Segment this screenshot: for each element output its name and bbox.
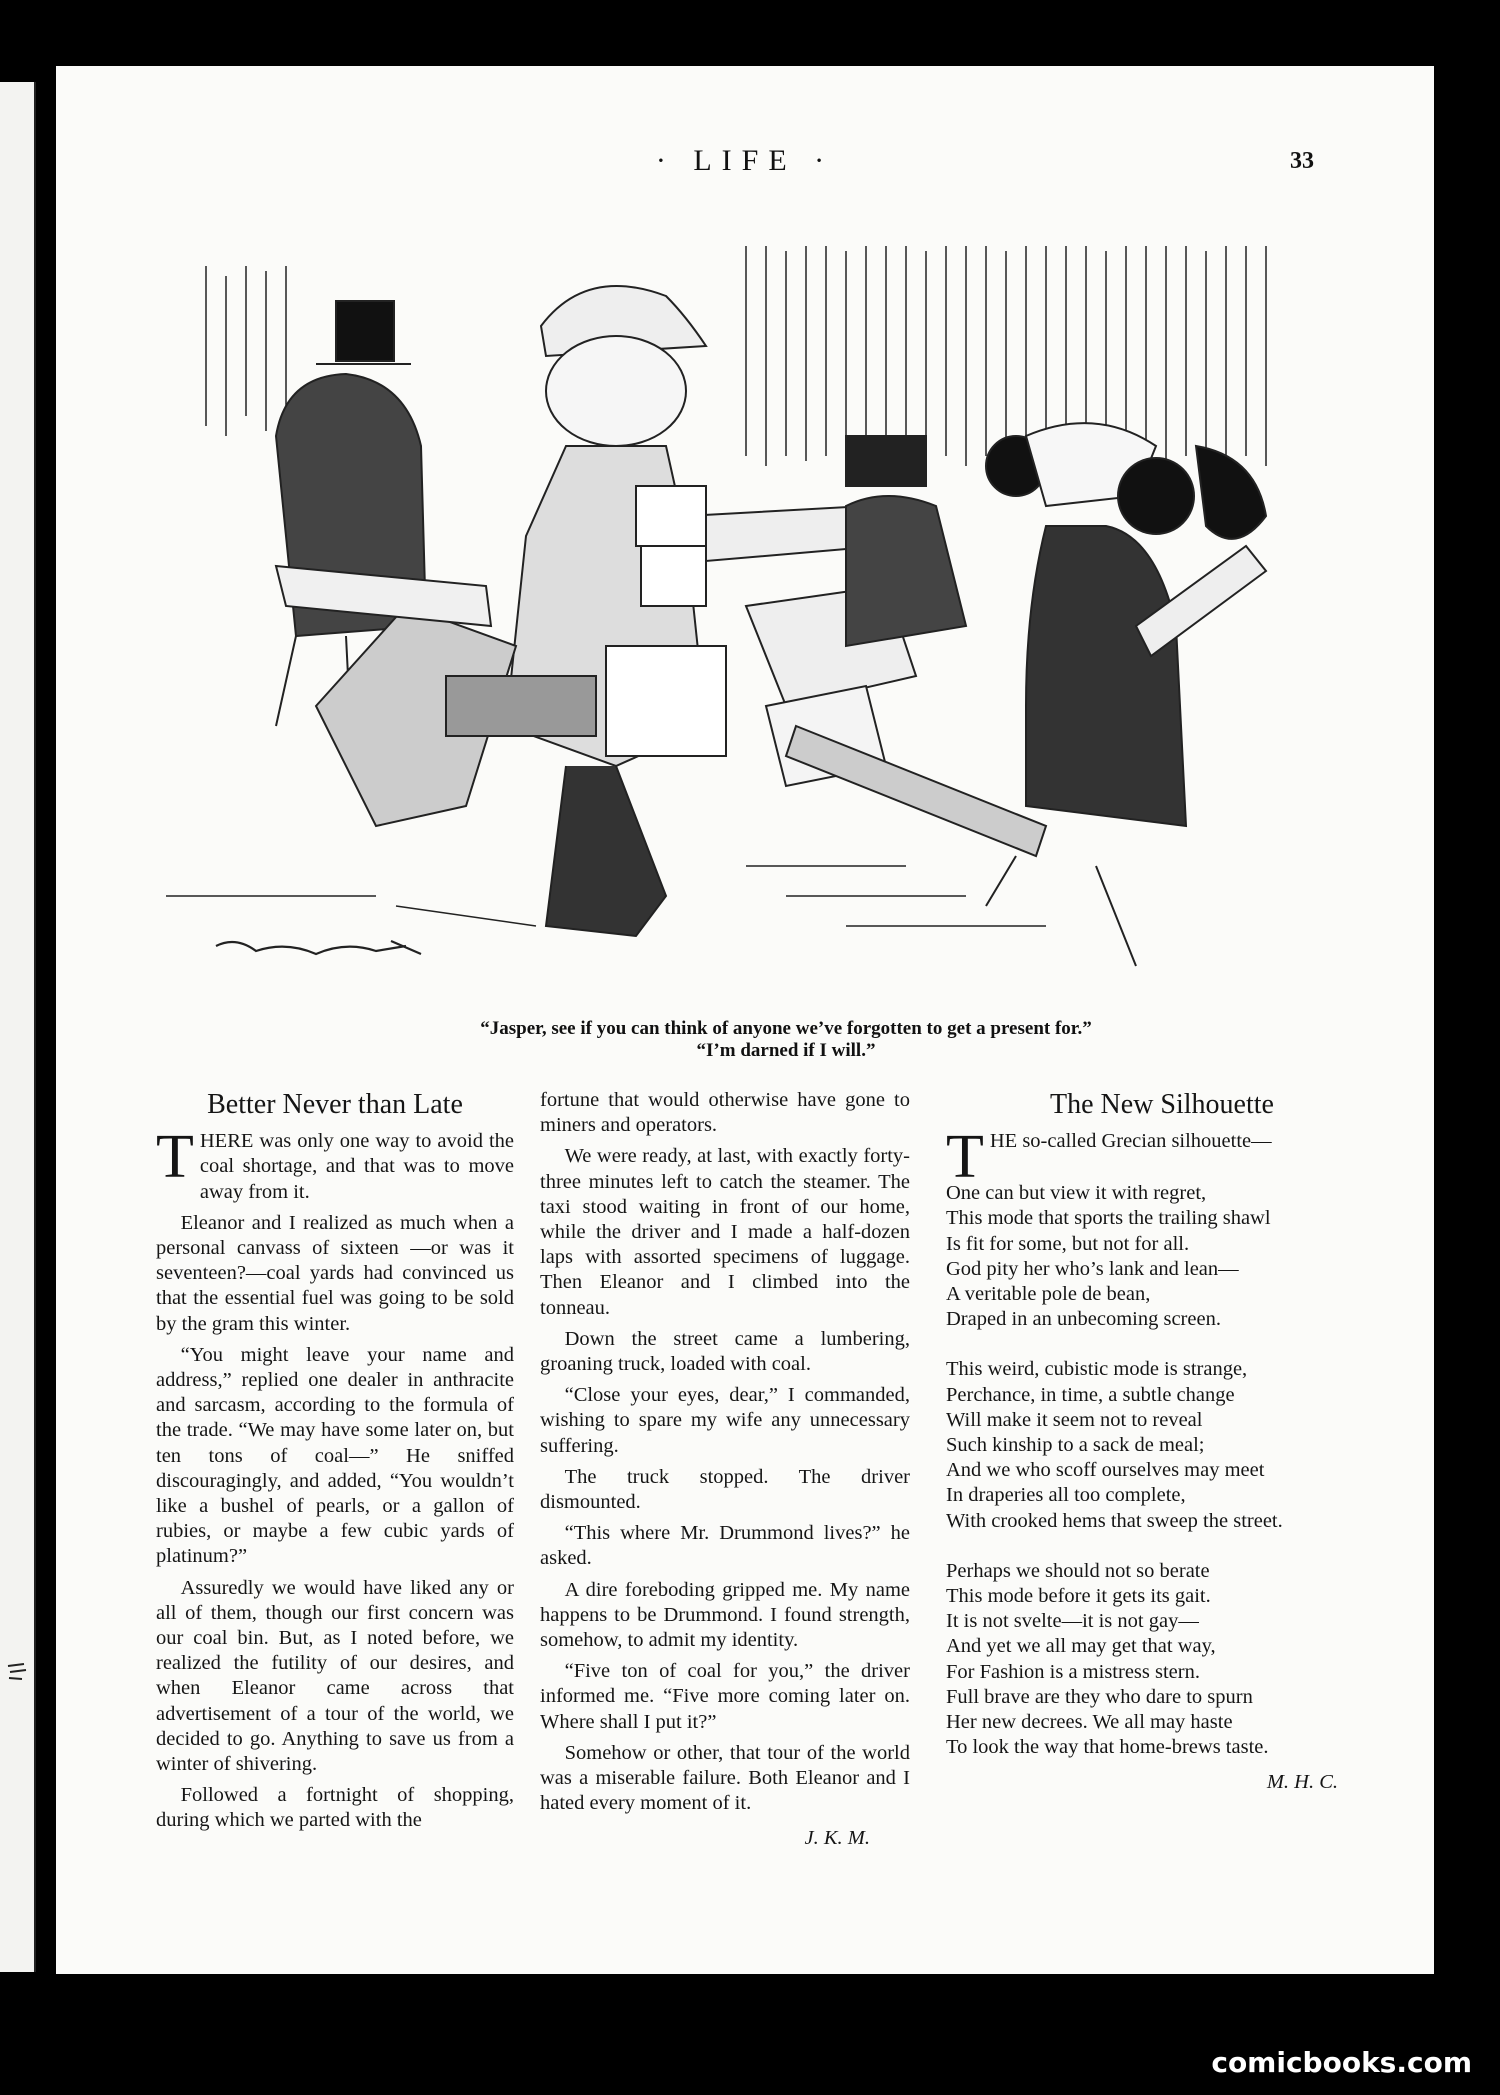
poem-line: God pity her who’s lank and lean—: [946, 1257, 1239, 1280]
article-column-1: [156, 1088, 514, 1840]
poem-line: This mode before it gets its gait.: [946, 1585, 1211, 1608]
article-paragraph: fortune that would otherwise have gone to miners and operators.: [540, 1089, 910, 1137]
chauffeur-figure: [846, 436, 966, 646]
poem-line: In draperies all too complete,: [946, 1484, 1186, 1507]
caption-line-1: “Jasper, see if you can think of anyone we’ve forgotten to get a present for.”: [480, 1018, 1092, 1039]
article-paragraph: Assuredly we would have liked any or all of them, though our first concern was our coal bin. But, as I noted before, we realized the futility of our desires, and when Eleanor came across that advertisement of a tour of the world, we decided to go. Anything to save us from a winter of shivering.: [156, 1576, 514, 1776]
poem-line: This mode that sports the trailing shawl: [946, 1207, 1271, 1230]
caption-line-2: “I’m darned if I will.”: [696, 1040, 876, 1061]
cartoon-illustration: [146, 206, 1326, 1006]
article-paragraph: The truck stopped. The driver dismounted.: [540, 1465, 910, 1514]
poem-line: This weird, cubistic mode is strange,: [946, 1358, 1248, 1381]
article-paragraph: We were ready, at last, with exactly forty-three minutes left to catch the steamer. The taxi stood waiting in front of our home, while the driver and I made a half-dozen laps with assorted specimens of luggage. Then Eleanor and I climbed into the tonneau.: [540, 1145, 910, 1319]
article-paragraph: THERE was only one way to avoid the coal shortage, and that was to move away from it.: [156, 1123, 514, 1203]
poem-line: To look the way that home-brews taste.: [946, 1736, 1269, 1759]
article-paragraph: A dire foreboding gripped me. My name happens to be Drummond. I found strength, somehow, to admit my identity.: [540, 1578, 910, 1652]
magazine-page: [56, 66, 1434, 1974]
article-paragraph: “You might leave your name and address,” replied one dealer in anthracite and sarcasm, according to the formula of the trade. “We may have some later on, but ten tons of coal—” He sniffed discouragingly, and added, “You wouldn’t like a bushel of pearls, or a gallon of rubies, or maybe a few cubic yards of platinum?”: [156, 1343, 514, 1568]
poem-stanza: [946, 1129, 1378, 1332]
poem-line: With crooked hems that sweep the street.: [946, 1509, 1283, 1532]
artist-signature: [216, 941, 421, 954]
article-title: Better Never than Late: [207, 1089, 463, 1120]
poem-line: Perhaps we should not so berate: [946, 1559, 1210, 1582]
drop-cap: T: [156, 1123, 194, 1192]
poem-signature: M. H. C.: [1266, 1771, 1338, 1794]
article-paragraph: “This where Mr. Drummond lives?” he asked.: [540, 1522, 910, 1570]
article-paragraph: Eleanor and I realized as much when a personal canvass of sixteen —or was it seventeen?—coal yards had convinced us that the essential fuel was going to be sold by the gram this winter.: [156, 1211, 514, 1335]
article-paragraph: “Five ton of coal for you,” the driver informed me. “Five more coming later on. Where shall I put it?”: [540, 1660, 910, 1733]
poem-line: One can but view it with regret,: [946, 1182, 1207, 1205]
drop-cap: T: [946, 1129, 984, 1182]
poem-line: Such kinship to a sack de meal;: [946, 1434, 1205, 1457]
article-column-2: [540, 1088, 910, 1852]
poem-stanza: [946, 1357, 1378, 1533]
article-paragraph: Down the street came a lumbering, groaning truck, loaded with coal.: [540, 1327, 910, 1376]
poem-line: And yet we all may get that way,: [946, 1635, 1216, 1658]
poem-line: Her new decrees. We all may haste: [946, 1711, 1233, 1734]
poem-column: [946, 1088, 1378, 1821]
article-signature: J. K. M.: [804, 1827, 870, 1850]
poem-line: Full brave are they who dare to spurn: [946, 1685, 1253, 1708]
article-paragraph: Followed a fortnight of shopping, during which we parted with the: [156, 1784, 514, 1832]
poem-line: Draped in an unbecoming screen.: [946, 1308, 1221, 1331]
poem-line: A veritable pole de bean,: [946, 1283, 1151, 1306]
poem-stanza: [946, 1559, 1378, 1796]
poem-line: Is fit for some, but not for all.: [946, 1232, 1190, 1255]
article-paragraph: “Close your eyes, dear,” I commanded, wishing to spare my wife any unnecessary suffering.: [540, 1384, 910, 1457]
poem-line: For Fashion is a mistress stern.: [946, 1660, 1200, 1683]
poem-line: It is not svelte—it is not gay—: [946, 1610, 1199, 1633]
previous-page-edge: [0, 82, 36, 1972]
poem-line: And we who scoff ourselves may meet: [946, 1459, 1265, 1482]
poem-line: HE so-called Grecian silhouette—: [989, 1130, 1272, 1153]
poem-title: The New Silhouette: [1050, 1089, 1274, 1120]
article-paragraph: Somehow or other, that tour of the world was a miserable failure. Both Eleanor and I hated every moment of it.: [540, 1741, 910, 1815]
margin-ink-mark: [6, 1660, 28, 1684]
poem-line: Will make it seem not to reveal: [946, 1408, 1203, 1431]
cartoon-caption: [236, 1018, 1336, 1062]
poem-line: Perchance, in time, a subtle change: [946, 1383, 1235, 1406]
running-header: · LIFE ·: [655, 144, 835, 177]
watermark-text: comicbooks.com: [1211, 2046, 1472, 2079]
page-number: 33: [1290, 148, 1314, 174]
